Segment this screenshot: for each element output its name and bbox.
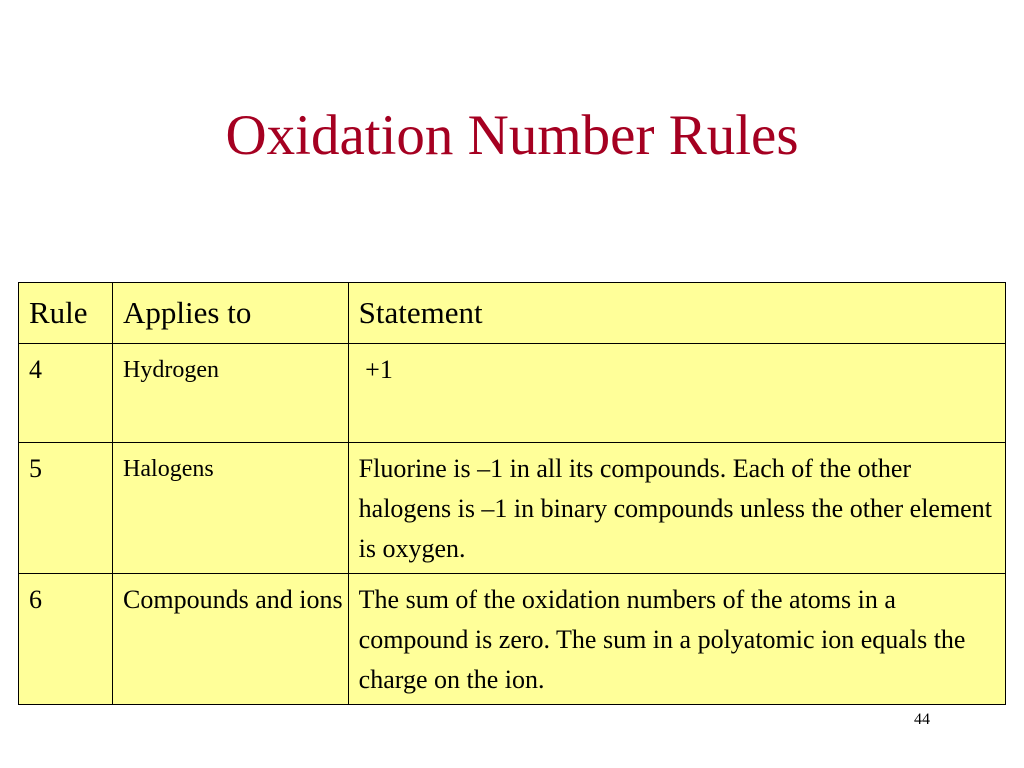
header-statement: Statement	[348, 283, 1005, 344]
rule-number: 5	[19, 443, 113, 574]
rule-number: 6	[19, 574, 113, 705]
statement-cell: Fluorine is –1 in all its compounds. Each of the other halogens is –1 in binary compounds unless the other element is oxygen.	[348, 443, 1005, 574]
table-row	[19, 443, 1006, 574]
table-header-row	[19, 283, 1006, 344]
applies-to-cell: Hydrogen	[113, 344, 349, 443]
rule-number: 4	[19, 344, 113, 443]
table-row	[19, 574, 1006, 705]
statement-cell: +1	[348, 344, 1005, 443]
header-rule: Rule	[19, 283, 113, 344]
rules-table	[18, 282, 1006, 705]
table-row	[19, 344, 1006, 443]
applies-to-cell: Compounds and ions	[113, 574, 349, 705]
page-title: Oxidation Number Rules	[225, 104, 799, 167]
page-number: 44	[914, 711, 930, 728]
statement-cell: The sum of the oxidation numbers of the atoms in a compound is zero. The sum in a polyatomic ion equals the charge on the ion.	[348, 574, 1005, 705]
applies-to-cell: Halogens	[113, 443, 349, 574]
header-applies-to: Applies to	[113, 283, 349, 344]
